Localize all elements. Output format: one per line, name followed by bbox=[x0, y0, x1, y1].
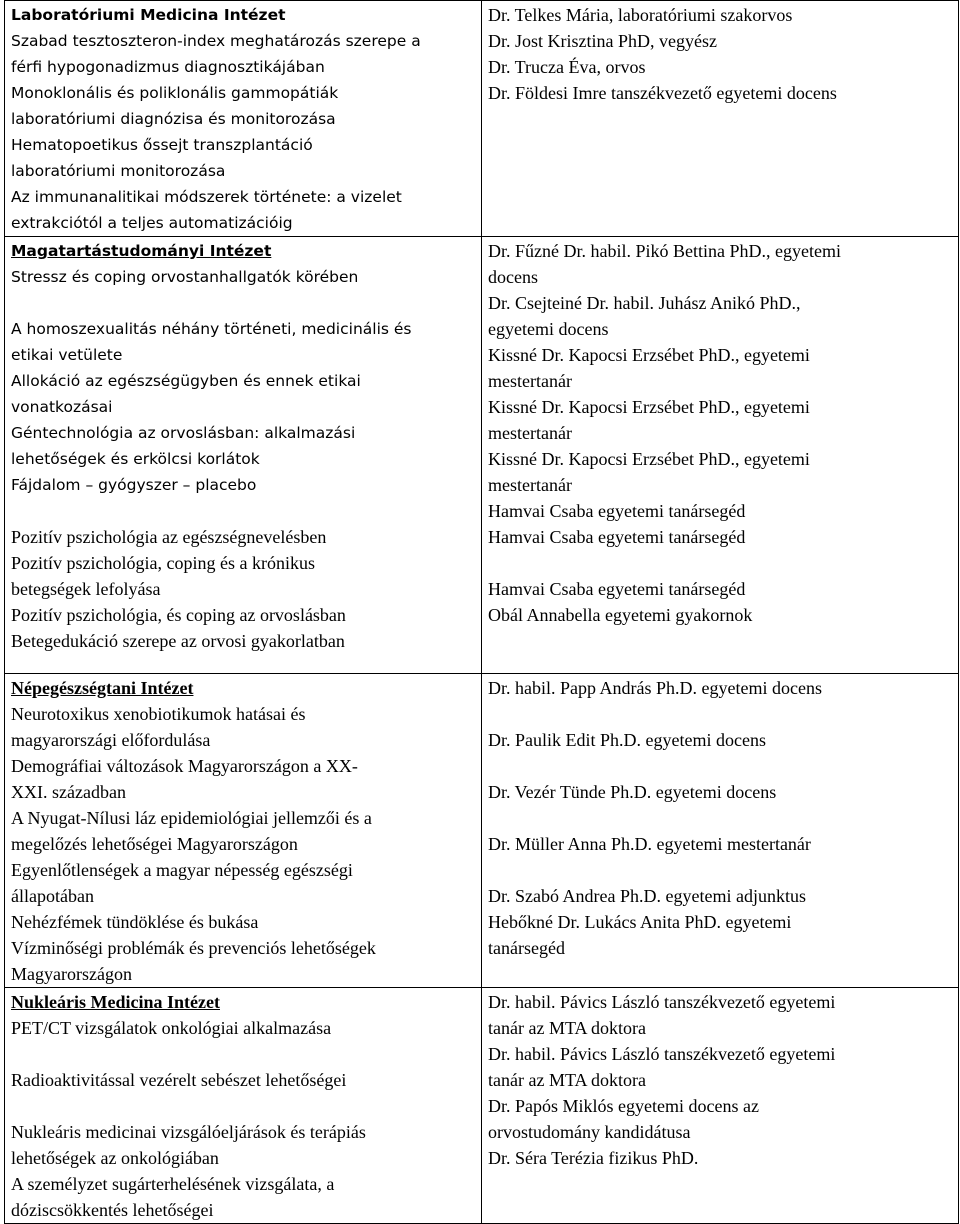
section-row-laboratory bbox=[5, 1, 959, 237]
supervisor-line: Dr. Papós Miklós egyetemi docens az bbox=[488, 1096, 759, 1116]
topics-table bbox=[4, 0, 959, 1224]
topic-line: Egyenlőtlenségek a magyar népesség egészségi bbox=[11, 860, 353, 880]
supervisor-line: Dr. Szabó Andrea Ph.D. egyetemi adjunktus bbox=[488, 886, 806, 906]
section-heading: Laboratóriumi Medicina Intézet bbox=[11, 6, 286, 24]
topic-line: vonatkozásai bbox=[11, 398, 113, 416]
topic-line: dóziscsökkentés lehetőségei bbox=[11, 1200, 214, 1220]
topic-line: Szabad tesztoszteron-index meghatározás szerepe a bbox=[11, 32, 421, 50]
topic-line: betegségek lefolyása bbox=[11, 579, 161, 599]
supervisor-line: Hamvai Csaba egyetemi tanársegéd bbox=[488, 501, 746, 521]
supervisor-line: egyetemi docens bbox=[488, 319, 609, 339]
section-row-public-health bbox=[5, 674, 959, 988]
topics-cell bbox=[5, 988, 482, 1224]
topic-line: laboratóriumi diagnózisa és monitorozása bbox=[11, 110, 336, 128]
topics-cell bbox=[5, 1, 482, 237]
supervisor-line: Kissné Dr. Kapocsi Erzsébet PhD., egyetemi bbox=[488, 345, 810, 365]
section-heading: Népegészségtani Intézet bbox=[11, 678, 194, 698]
supervisor-line: Dr. Paulik Edit Ph.D. egyetemi docens bbox=[488, 730, 766, 750]
supervisor-line: Kissné Dr. Kapocsi Erzsébet PhD., egyetemi bbox=[488, 397, 810, 417]
document-page bbox=[4, 0, 958, 1220]
supervisors-cell bbox=[482, 1, 959, 237]
topic-line: Stressz és coping orvostanhallgatók körében bbox=[11, 268, 359, 286]
topic-line: Hematopoetikus őssejt transzplantáció bbox=[11, 136, 313, 154]
topics-cell bbox=[5, 674, 482, 988]
topic-line: magyarországi előfordulása bbox=[11, 730, 211, 750]
supervisor-line: Dr. habil. Pávics László tanszékvezető egyetemi bbox=[488, 992, 836, 1012]
topic-line: Géntechnológia az orvoslásban: alkalmazási bbox=[11, 424, 356, 442]
topic-line: lehetőségek az onkológiában bbox=[11, 1148, 219, 1168]
supervisor-line: Kissné Dr. Kapocsi Erzsébet PhD., egyetemi bbox=[488, 449, 810, 469]
topic-line: Monoklonális és poliklonális gammopátiák bbox=[11, 84, 339, 102]
topic-line: A személyzet sugárterhelésének vizsgálata, a bbox=[11, 1174, 335, 1194]
topic-line: Betegedukáció szerepe az orvosi gyakorlatban bbox=[11, 631, 345, 651]
topic-line: Az immunanalitikai módszerek története: a vizelet bbox=[11, 188, 402, 206]
supervisors-cell bbox=[482, 988, 959, 1224]
section-heading: Nukleáris Medicina Intézet bbox=[11, 992, 220, 1012]
topic-line: Nehézfémek tündöklése és bukása bbox=[11, 912, 259, 932]
supervisor-line: Dr. Csejteiné Dr. habil. Juhász Anikó PhD., bbox=[488, 293, 801, 313]
topic-line: Nukleáris medicinai vizsgálóeljárások és terápiás bbox=[11, 1122, 366, 1142]
supervisor-line: Dr. Jost Krisztina PhD, vegyész bbox=[488, 31, 717, 51]
topic-line: Pozitív pszichológia az egészségnevelésben bbox=[11, 527, 327, 547]
topic-line: Demográfiai változások Magyarországon a XX- bbox=[11, 756, 358, 776]
supervisors-cell bbox=[482, 674, 959, 988]
supervisors-cell bbox=[482, 237, 959, 674]
supervisor-line: Dr. Telkes Mária, laboratóriumi szakorvos bbox=[488, 5, 793, 25]
section-row-nuclear-medicine bbox=[5, 988, 959, 1224]
topic-line: extrakciótól a teljes automatizációig bbox=[11, 214, 293, 232]
supervisor-line: Dr. Földesi Imre tanszékvezető egyetemi docens bbox=[488, 83, 837, 103]
topic-line: Pozitív pszichológia, és coping az orvoslásban bbox=[11, 605, 346, 625]
topic-line: Fájdalom – gyógyszer – placebo bbox=[11, 476, 257, 494]
topic-line: A Nyugat-Nílusi láz epidemiológiai jellemzői és a bbox=[11, 808, 372, 828]
supervisor-line: mestertanár bbox=[488, 423, 572, 443]
supervisor-line: Dr. Müller Anna Ph.D. egyetemi mestertanár bbox=[488, 834, 811, 854]
supervisor-line: Dr. Séra Terézia fizikus PhD. bbox=[488, 1148, 699, 1168]
supervisor-line: Hamvai Csaba egyetemi tanársegéd bbox=[488, 527, 746, 547]
topic-line: XXI. században bbox=[11, 782, 126, 802]
section-heading: Magatartástudományi Intézet bbox=[11, 242, 272, 260]
supervisor-line: mestertanár bbox=[488, 475, 572, 495]
supervisor-line: Hebőkné Dr. Lukács Anita PhD. egyetemi bbox=[488, 912, 792, 932]
topic-line: laboratóriumi monitorozása bbox=[11, 162, 226, 180]
topic-line: Vízminőségi problémák és prevenciós lehetőségek bbox=[11, 938, 376, 958]
topic-line: PET/CT vizsgálatok onkológiai alkalmazása bbox=[11, 1018, 332, 1038]
supervisor-line: mestertanár bbox=[488, 371, 572, 391]
topics-cell bbox=[5, 237, 482, 674]
section-row-behavioural bbox=[5, 237, 959, 674]
topic-line: Radioaktivitással vezérelt sebészet lehetőségei bbox=[11, 1070, 347, 1090]
supervisor-line: Dr. Vezér Tünde Ph.D. egyetemi docens bbox=[488, 782, 777, 802]
supervisor-line: docens bbox=[488, 267, 538, 287]
supervisor-line: Dr. habil. Pávics László tanszékvezető egyetemi bbox=[488, 1044, 836, 1064]
topic-line: Allokáció az egészségügyben és ennek etikai bbox=[11, 372, 361, 390]
supervisor-line: Obál Annabella egyetemi gyakornok bbox=[488, 605, 753, 625]
topic-line: Neurotoxikus xenobiotikumok hatásai és bbox=[11, 704, 306, 724]
topic-line: lehetőségek és erkölcsi korlátok bbox=[11, 450, 260, 468]
supervisor-line: tanár az MTA doktora bbox=[488, 1018, 647, 1038]
topic-line: megelőzés lehetőségei Magyarországon bbox=[11, 834, 298, 854]
topic-line: etikai vetülete bbox=[11, 346, 123, 364]
topic-line: Magyarországon bbox=[11, 964, 132, 984]
supervisor-line: tanársegéd bbox=[488, 938, 565, 958]
topic-line: férfi hypogonadizmus diagnosztikájában bbox=[11, 58, 325, 76]
topic-line: Pozitív pszichológia, coping és a krónikus bbox=[11, 553, 315, 573]
supervisor-line: Dr. habil. Papp András Ph.D. egyetemi docens bbox=[488, 678, 822, 698]
supervisor-line: Dr. Fűzné Dr. habil. Pikó Bettina PhD., egyetemi bbox=[488, 241, 841, 261]
supervisor-line: tanár az MTA doktora bbox=[488, 1070, 647, 1090]
supervisor-line: Hamvai Csaba egyetemi tanársegéd bbox=[488, 579, 746, 599]
supervisor-line: orvostudomány kandidátusa bbox=[488, 1122, 691, 1142]
topic-line: állapotában bbox=[11, 886, 94, 906]
topic-line: A homoszexualitás néhány történeti, medicinális és bbox=[11, 320, 412, 338]
supervisor-line: Dr. Trucza Éva, orvos bbox=[488, 57, 646, 77]
